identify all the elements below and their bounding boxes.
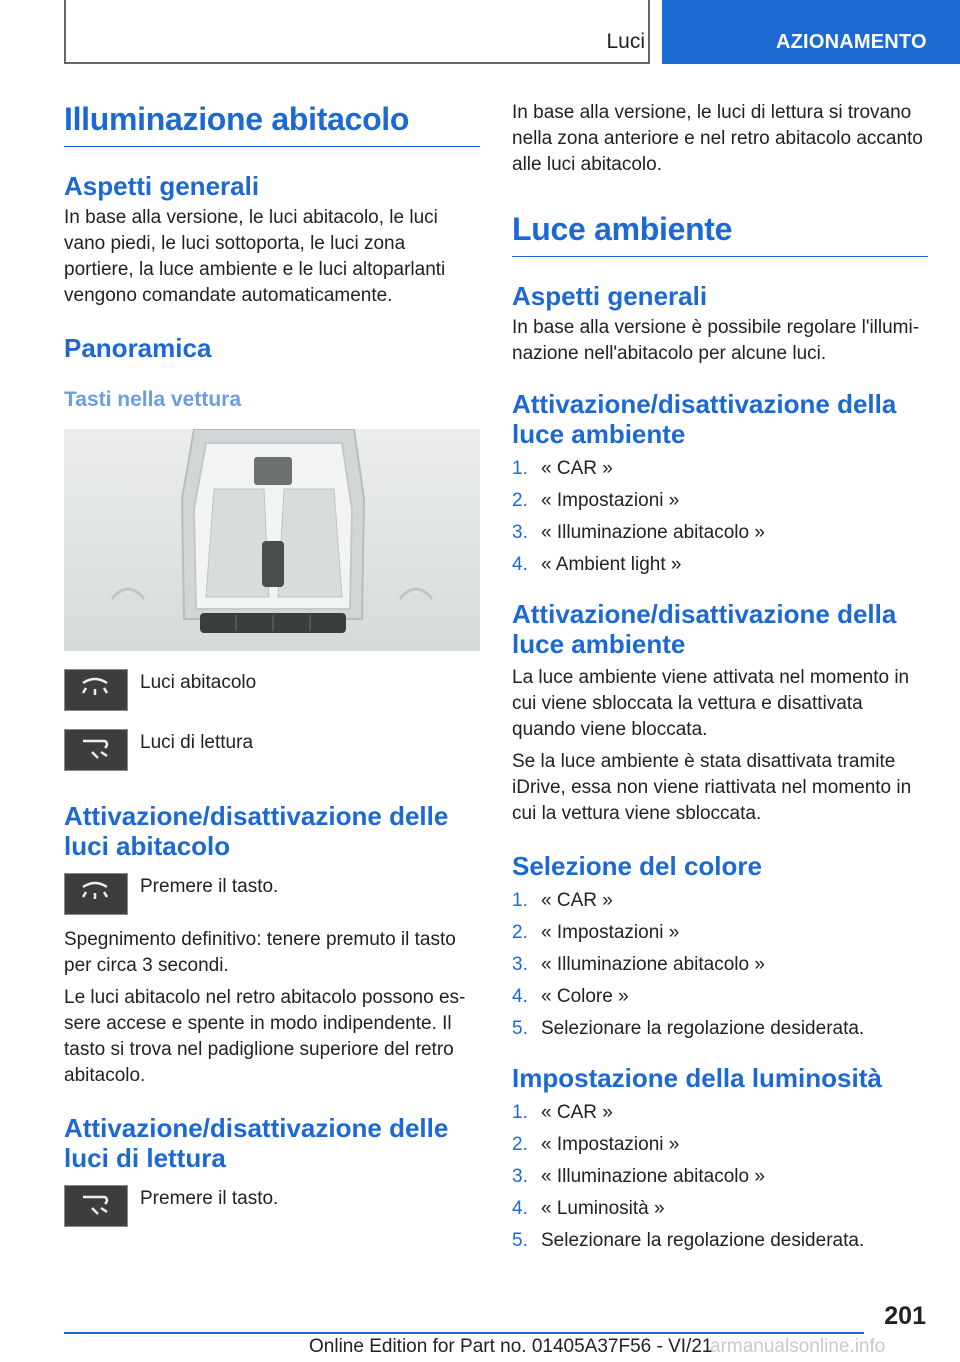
ambient-onoff-steps <box>512 453 928 581</box>
list-item: 3. « Illuminazione abitacolo » <box>512 1166 765 1187</box>
cabin-light-label: Luci abitacolo <box>140 672 257 693</box>
header-chapter-label: AZIONAMENTO <box>776 31 927 53</box>
ambient-auto-heading: Attivazione/disattivazione della luce ambiente <box>512 599 897 659</box>
cabin-light-icon <box>64 873 128 915</box>
list-item: 1. « CAR » <box>512 1102 613 1123</box>
footer-edition: Online Edition for Part no. 01405A37F56 - VI/21 <box>309 1336 713 1357</box>
reading-location-text: In base alla versione, le luci di lettura si trovano nella zona anteriore e nel retro abitacolo accanto alle luci abitacolo. <box>512 102 923 175</box>
page-number: 201 <box>884 1302 926 1330</box>
list-item: 1. « CAR » <box>512 890 613 911</box>
brightness-heading: Impostazione della luminosità <box>512 1063 882 1093</box>
list-item: 2. « Impostazioni » <box>512 1134 680 1155</box>
list-item: 5. Selezionare la regolazione desiderata. <box>512 1018 865 1039</box>
cabin-off-text: Spegnimento definitivo: tenere premuto il tasto per circa 3 secondi. <box>64 929 456 976</box>
list-item: 1. « CAR » <box>512 458 613 479</box>
ambient-general-heading: Aspetti generali <box>512 281 708 311</box>
reading-light-icon <box>64 729 128 771</box>
reading-press-row <box>64 1185 480 1227</box>
cabin-lighting-heading: Illuminazione abitacolo <box>64 100 480 147</box>
list-item: 4. « Ambient light » <box>512 554 682 575</box>
ambient-onoff-heading: Attivazione/disattivazione della luce ambiente <box>512 389 897 449</box>
color-heading: Selezione del colore <box>512 851 762 881</box>
list-item: 2. « Impostazioni » <box>512 490 680 511</box>
ambient-auto-text: La luce ambiente viene attivata nel momento in cui viene sbloccata la vettura e disattivata quando viene bloccata. <box>512 667 910 740</box>
reading-light-icon <box>64 1185 128 1227</box>
reading-light-legend <box>64 729 480 771</box>
cabin-press-text: Premere il tasto. <box>140 876 279 897</box>
cabin-onoff-heading: Attivazione/disattivazione delle luci abitacolo <box>64 801 449 861</box>
right-column <box>512 100 928 1257</box>
footer-rule <box>64 1332 864 1334</box>
footer-watermark: armanualsonline.info <box>710 1336 886 1357</box>
cabin-light-legend <box>64 669 480 711</box>
general-heading: Aspetti generali <box>64 171 260 201</box>
brightness-steps <box>512 1097 928 1257</box>
buttons-heading: Tasti nella vettura <box>64 388 242 411</box>
header-chapter-tab <box>662 0 960 64</box>
header-section-title: Luci <box>606 30 645 53</box>
color-steps <box>512 885 928 1045</box>
header-section-box <box>64 0 650 64</box>
ambient-idrive-text: Se la luce ambiente è stata disattivata tramite iDrive, essa non viene riattivata nel momento in cui la vettura viene sbloccata. <box>512 751 912 824</box>
cabin-light-icon <box>64 669 128 711</box>
general-text: In base alla versione, le luci abitacolo, le luci vano piedi, le luci sottoporta, le luci zona portiere, la luce ambiente e le luci altoparlanti vengono comandate automaticamente. <box>64 207 446 306</box>
overhead-console-illustration <box>64 429 480 651</box>
list-item: 4. « Luminosità » <box>512 1198 665 1219</box>
cabin-press-row <box>64 873 480 915</box>
ambient-general-text: In base alla versione è possibile regolare l'illuminazione nell'abitacolo per alcune luci. <box>512 317 920 364</box>
overview-heading: Panoramica <box>64 333 212 363</box>
reading-press-text: Premere il tasto. <box>140 1188 279 1209</box>
list-item: 3. « Illuminazione abitacolo » <box>512 954 765 975</box>
cabin-rear-text: Le luci abitacolo nel retro abitacolo possono essere accese e spente in modo indipendente. Il tasto si trova nel padiglione superiore del retro abitacolo. <box>64 987 466 1086</box>
reading-onoff-heading: Attivazione/disattivazione delle luci di lettura <box>64 1113 449 1173</box>
reading-light-label: Luci di lettura <box>140 732 254 753</box>
overhead-console-photo <box>64 429 480 651</box>
list-item: 4. « Colore » <box>512 986 629 1007</box>
list-item: 5. Selezionare la regolazione desiderata. <box>512 1230 865 1251</box>
ambient-light-heading: Luce ambiente <box>512 210 928 257</box>
list-item: 3. « Illuminazione abitacolo » <box>512 522 765 543</box>
list-item: 2. « Impostazioni » <box>512 922 680 943</box>
left-column <box>64 100 480 1227</box>
